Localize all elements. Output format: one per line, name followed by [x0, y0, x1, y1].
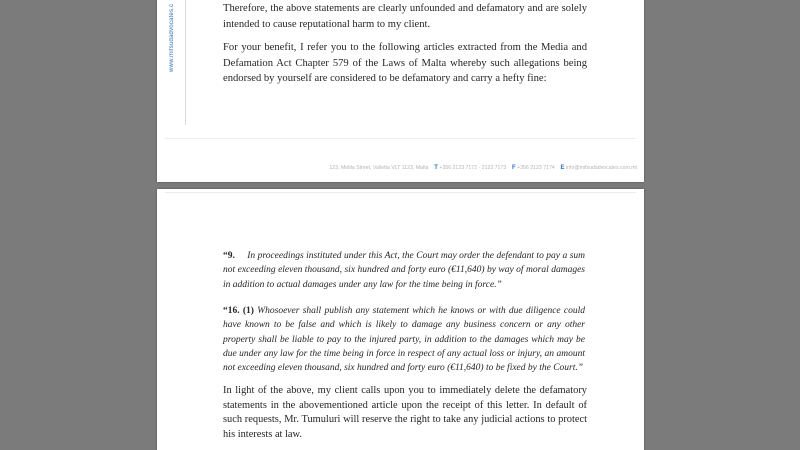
footer-fax: +356 2123 7174 [517, 165, 555, 171]
quote-article-16 [223, 304, 585, 375]
footer-email-label: E [560, 165, 565, 171]
footer-phone-label: T [434, 165, 438, 171]
article-16-text: Whosoever shall publish any statement which he knows or with due diligence could have known to be false and which is likely to damage any business concern or any other property shall be liable to pay to the injured party, in addition to the damages which may be due under any law for the time being in force in respect of any actual loss or injury, an amount not exceeding eleven thousand, six hundred and forty euro (€11,640) to be fixed by the Court.” [223, 306, 586, 374]
footer-address: 123, Melita Street, Valletta VLT 1123, Malta [329, 165, 429, 171]
footer-phone: +356 2123 7172 · 2123 7173 [439, 165, 507, 171]
paragraph-demand-deletion: In light of the above, my client calls upon you to immediately delete the defamatory statements in the abovementioned article upon the receipt of this letter. In default of such requests, Mr. Tumuluri will reserve the right to take any judicial actions to protect his interests at law. [223, 385, 587, 441]
document-page-1 [157, 0, 644, 182]
footer-fax-label: F [511, 165, 516, 171]
article-9-number: “9. [223, 251, 235, 261]
document-page-2 [157, 189, 644, 450]
side-margin-rule [185, 0, 186, 125]
letterhead-footer [257, 165, 637, 171]
header-divider [165, 192, 636, 193]
article-16-number: “16. (1) [223, 306, 254, 316]
footer-email: info@mifsudadvocates.com.mt [565, 165, 637, 171]
side-website-url: www.mifsudadvocates.c [169, 3, 175, 72]
paragraph-statements-unfounded: Therefore, the above statements are clearly unfounded and defamatory and are solely intended to cause reputational harm to my client. [223, 3, 587, 30]
footer-divider [165, 138, 636, 139]
article-9-text: In proceedings instituted under this Act, the Court may order the defendant to pay a sum not exceeding eleven thousand, six hundred and forty euro (€11,640) by way of moral damages in addition to actual damages under any law for the time being in force.” [223, 251, 586, 290]
quote-article-9 [223, 249, 585, 292]
paragraph-media-defamation-act: For your benefit, I refer you to the following articles extracted from the Media and Defamation Act Chapter 579 of the Laws of Malta whereby such allegations being endorsed by yourself are considered to be defamatory and carry a hefty fine: [223, 42, 587, 84]
